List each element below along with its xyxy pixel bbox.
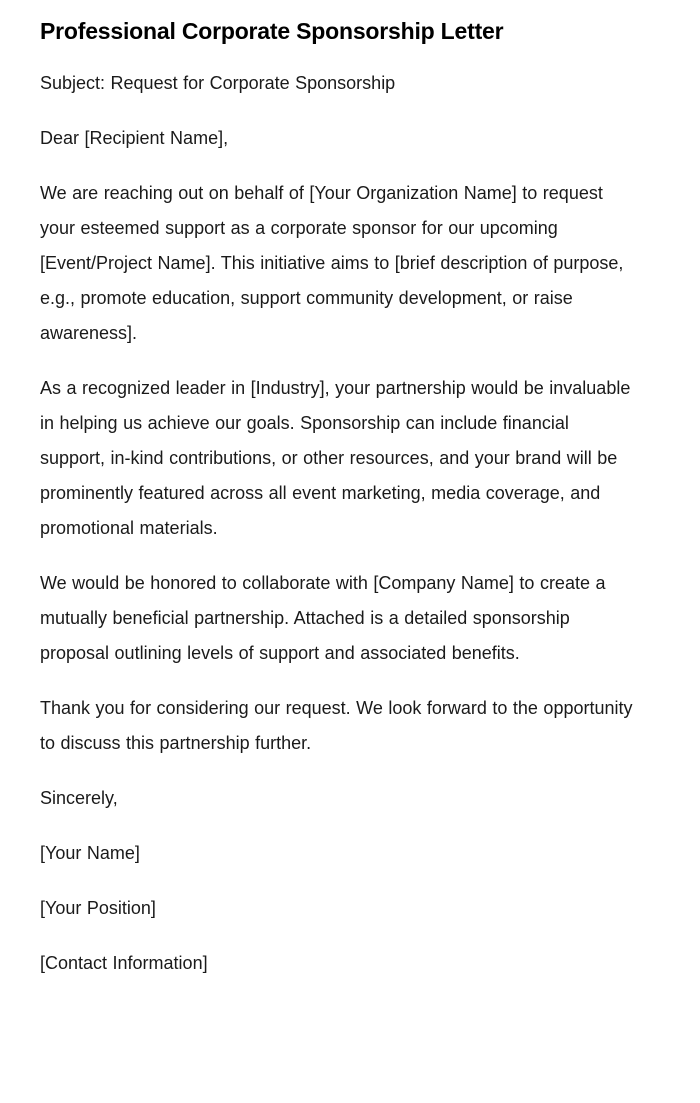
signature-name: [Your Name]: [40, 843, 140, 863]
letter-paragraph-intro: We are reaching out on behalf of [Your Organization Name] to request your esteemed support as a corporate sponsor for our upcoming [Event/Project Name]. This initiative aims to [brief description of purpose, e.g., promote education, support community development, or raise awareness].: [40, 183, 624, 343]
letter-paragraph-thanks: Thank you for considering our request. We look forward to the opportunity to discuss this partnership further.: [40, 698, 633, 753]
salutation: Dear [Recipient Name],: [40, 128, 229, 148]
signature-contact: [Contact Information]: [40, 953, 208, 973]
page-title: Professional Corporate Sponsorship Letter: [40, 18, 504, 44]
signature-position: [Your Position]: [40, 898, 156, 918]
subject-line: Subject: Request for Corporate Sponsorship: [40, 73, 396, 93]
letter-paragraph-value: As a recognized leader in [Industry], your partnership would be invaluable in helping us achieve our goals. Sponsorship can include financial support, in-kind contributions, or other resources, and your brand will be prominently featured across all event marketing, media coverage, and promotional materials.: [40, 378, 631, 538]
letter-paragraph-collaboration: We would be honored to collaborate with [Company Name] to create a mutually beneficial partnership. Attached is a detailed sponsorship proposal outlining levels of support and associated benefits.: [40, 573, 606, 663]
closing: Sincerely,: [40, 788, 118, 808]
